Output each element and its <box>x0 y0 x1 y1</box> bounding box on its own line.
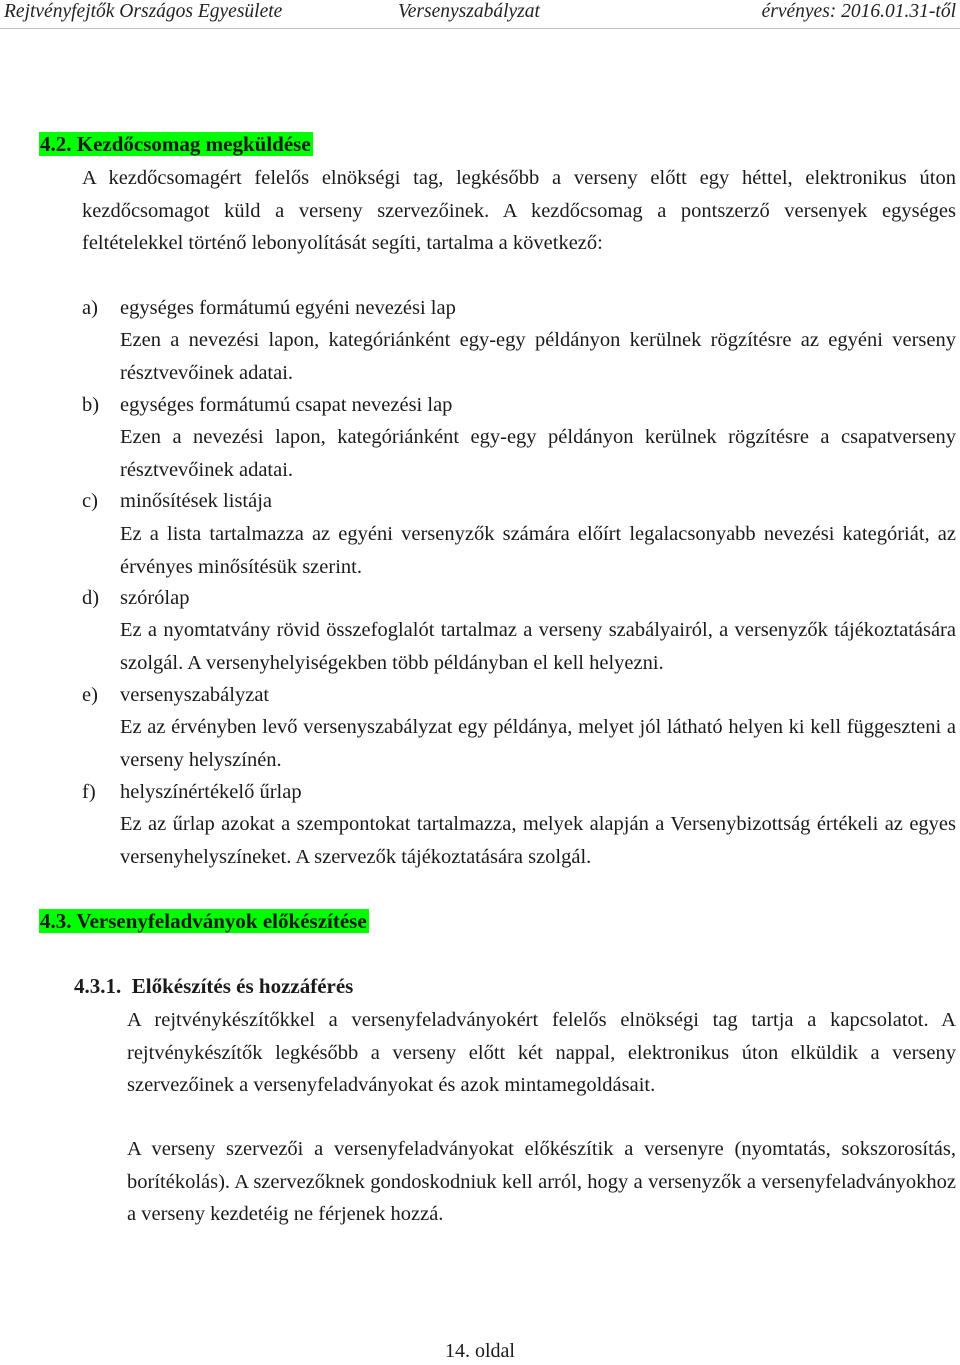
header-divider <box>0 28 960 29</box>
item-letter: d) <box>82 587 100 609</box>
page-header <box>0 0 960 24</box>
header-organization: Rejtvényfejtők Országos Egyesülete <box>4 1 283 22</box>
item-letter: c) <box>82 490 98 512</box>
section-heading-4-3 <box>39 908 369 935</box>
item-text: Ezen a nevezési lapon, kategóriánként egy-egy példányon kerülnek rögzítésre a csapatverseny résztvevőinek adatai. <box>120 426 956 481</box>
item-text: Ez az érvényben levő versenyszabályzat egy példánya, melyet jól látható helyen ki kell függeszteni a verseny helyszínén. <box>120 716 956 771</box>
section-title: Kezdőcsomag megküldése <box>76 132 311 156</box>
section-number: 4.2. <box>40 132 72 156</box>
item-text: Ez az űrlap azokat a szempontokat tartalmazza, melyek alapján a Versenybizottság értékeli az egyes versenyhelyszíneket. A szervezők tájékoztatására szolgál. <box>120 813 956 868</box>
item-title: egységes formátumú csapat nevezési lap <box>120 394 453 416</box>
item-text: Ezen a nevezési lapon, kategóriánként egy-egy példányon kerülnek rögzítésre az egyéni verseny résztvevőinek adatai. <box>120 329 956 384</box>
item-letter: b) <box>82 394 100 416</box>
item-title: helyszínértékelő űrlap <box>120 781 302 803</box>
section-intro: A kezdőcsomagért felelős elnökségi tag, legkésőbb a verseny előtt egy héttel, elektronikus úton kezdőcsomagot küld a verseny szervezőinek. A kezdőcsomag a pontszerző versenyek egységes feltételekkel történő lebonyolítását segíti, tartalma a következő: <box>82 167 956 254</box>
section-number: 4.3. <box>40 909 72 933</box>
item-letter: f) <box>82 781 96 803</box>
item-title: versenyszabályzat <box>120 684 270 706</box>
subsection-title: Előkészítés és hozzáférés <box>131 974 354 998</box>
item-title: szórólap <box>120 587 190 609</box>
header-document-title: Versenyszabályzat <box>398 1 540 22</box>
item-title: minősítések listája <box>120 490 273 512</box>
subsection-number: 4.3.1. <box>74 974 122 998</box>
item-letter: e) <box>82 684 98 706</box>
subsection-heading-4-3-1 <box>74 973 353 1000</box>
item-letter: a) <box>82 297 98 319</box>
subsection-paragraph-1: A rejtvénykészítőkkel a versenyfeladványokért felelős elnökségi tag tartja a kapcsolatot. A rejtvénykészítők legkésőbb a verseny előtt két nappal, elektronikus úton elküldik a verseny szervezőinek a versenyfeladványokat és azok mintamegoldásait. <box>127 1009 956 1096</box>
item-title: egységes formátumú egyéni nevezési lap <box>120 297 456 319</box>
section-heading-4-2 <box>39 131 313 158</box>
item-text: Ez a nyomtatvány rövid összefoglalót tartalmaz a verseny szabályairól, a versenyzők tájékoztatására szolgál. A versenyhelyiségekben több példányban el kell helyezni. <box>120 619 956 674</box>
subsection-paragraph-2: A verseny szervezői a versenyfeladványokat előkészítik a versenyre (nyomtatás, sokszorosítás, borítékolás). A szervezőknek gondoskodniuk kell arról, hogy a versenyzők a versenyfeladványokhoz a verseny kezdetéig ne férjenek hozzá. <box>127 1138 956 1225</box>
page-number: 14. oldal <box>445 1340 515 1362</box>
header-validity: érvényes: 2016.01.31-től <box>761 1 956 22</box>
section-title: Versenyfeladványok előkészítése <box>76 909 367 933</box>
item-text: Ez a lista tartalmazza az egyéni versenyzők számára előírt legalacsonyabb nevezési kategóriát, az érvényes minősítésük szerint. <box>120 523 956 578</box>
